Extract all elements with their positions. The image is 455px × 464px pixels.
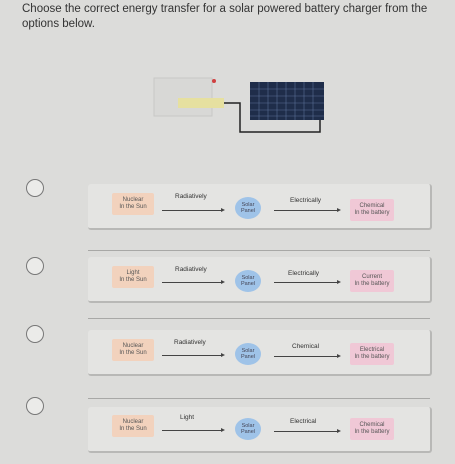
source-type: Nuclear <box>122 197 144 203</box>
arrow-1-icon <box>162 210 222 211</box>
option-4-radio[interactable] <box>26 397 44 415</box>
solar-panel-node <box>235 418 261 440</box>
divider <box>88 250 430 251</box>
end-box <box>350 270 394 292</box>
arrow-1-icon <box>162 430 222 431</box>
arrow-2-icon <box>274 210 338 211</box>
transfer-1-label: Radiatively <box>174 339 206 346</box>
panel-label-1: Solar <box>241 348 255 354</box>
option-2-radio[interactable] <box>26 257 44 275</box>
end-type: Electrical <box>359 347 385 353</box>
indicator-light-icon <box>212 79 216 83</box>
end-box <box>350 199 394 221</box>
battery-charger-icon <box>178 98 224 108</box>
source-box <box>112 266 154 288</box>
divider <box>88 318 430 319</box>
source-type: Nuclear <box>122 343 144 349</box>
transfer-1-label: Radiatively <box>175 193 207 200</box>
transfer-2-label: Electrical <box>290 418 317 425</box>
arrow-1-icon <box>162 355 222 356</box>
solar-charger-image <box>150 72 330 140</box>
end-location: In the battery <box>354 281 390 287</box>
source-location: In the Sun <box>119 350 147 356</box>
source-box <box>112 193 154 215</box>
option-3[interactable] <box>0 321 455 379</box>
solar-panel-node <box>235 197 261 219</box>
transfer-1-label: Light <box>180 414 195 421</box>
source-location: In the Sun <box>119 277 147 283</box>
source-type: Nuclear <box>122 419 144 425</box>
panel-label-2: Panel <box>240 354 256 360</box>
end-type: Chemical <box>359 422 385 428</box>
panel-label-2: Panel <box>240 429 256 435</box>
panel-label-1: Solar <box>241 423 255 429</box>
end-location: In the battery <box>354 429 390 435</box>
end-location: In the battery <box>354 210 390 216</box>
transfer-1-label: Radiatively <box>175 266 207 273</box>
end-box <box>350 418 394 440</box>
source-box <box>112 339 154 361</box>
transfer-2-label: Chemical <box>292 343 320 350</box>
arrow-2-icon <box>274 356 338 357</box>
option-1-radio[interactable] <box>26 179 44 197</box>
arrow-2-icon <box>274 431 338 432</box>
source-location: In the Sun <box>119 426 147 432</box>
option-2[interactable] <box>0 253 455 311</box>
end-type: Chemical <box>359 203 385 209</box>
end-location: In the battery <box>354 354 390 360</box>
arrow-1-icon <box>162 282 222 283</box>
source-type: Light <box>126 270 140 276</box>
solar-panel-node <box>235 343 261 365</box>
question-text: Choose the correct energy transfer for a solar powered battery charger from the options below. <box>22 3 428 30</box>
end-box <box>350 343 394 365</box>
panel-label-2: Panel <box>240 281 256 287</box>
option-3-radio[interactable] <box>26 325 44 343</box>
panel-label-1: Solar <box>241 202 255 208</box>
transfer-2-label: Electrically <box>290 197 322 204</box>
source-location: In the Sun <box>119 204 147 210</box>
option-4[interactable] <box>0 393 455 451</box>
source-box <box>112 415 154 437</box>
panel-label-1: Solar <box>241 275 255 281</box>
panel-label-2: Panel <box>240 208 256 214</box>
solar-panel-node <box>235 270 261 292</box>
arrow-2-icon <box>274 282 338 283</box>
end-type: Current <box>361 274 382 280</box>
transfer-2-label: Electrically <box>288 270 320 277</box>
option-1[interactable] <box>0 175 455 233</box>
